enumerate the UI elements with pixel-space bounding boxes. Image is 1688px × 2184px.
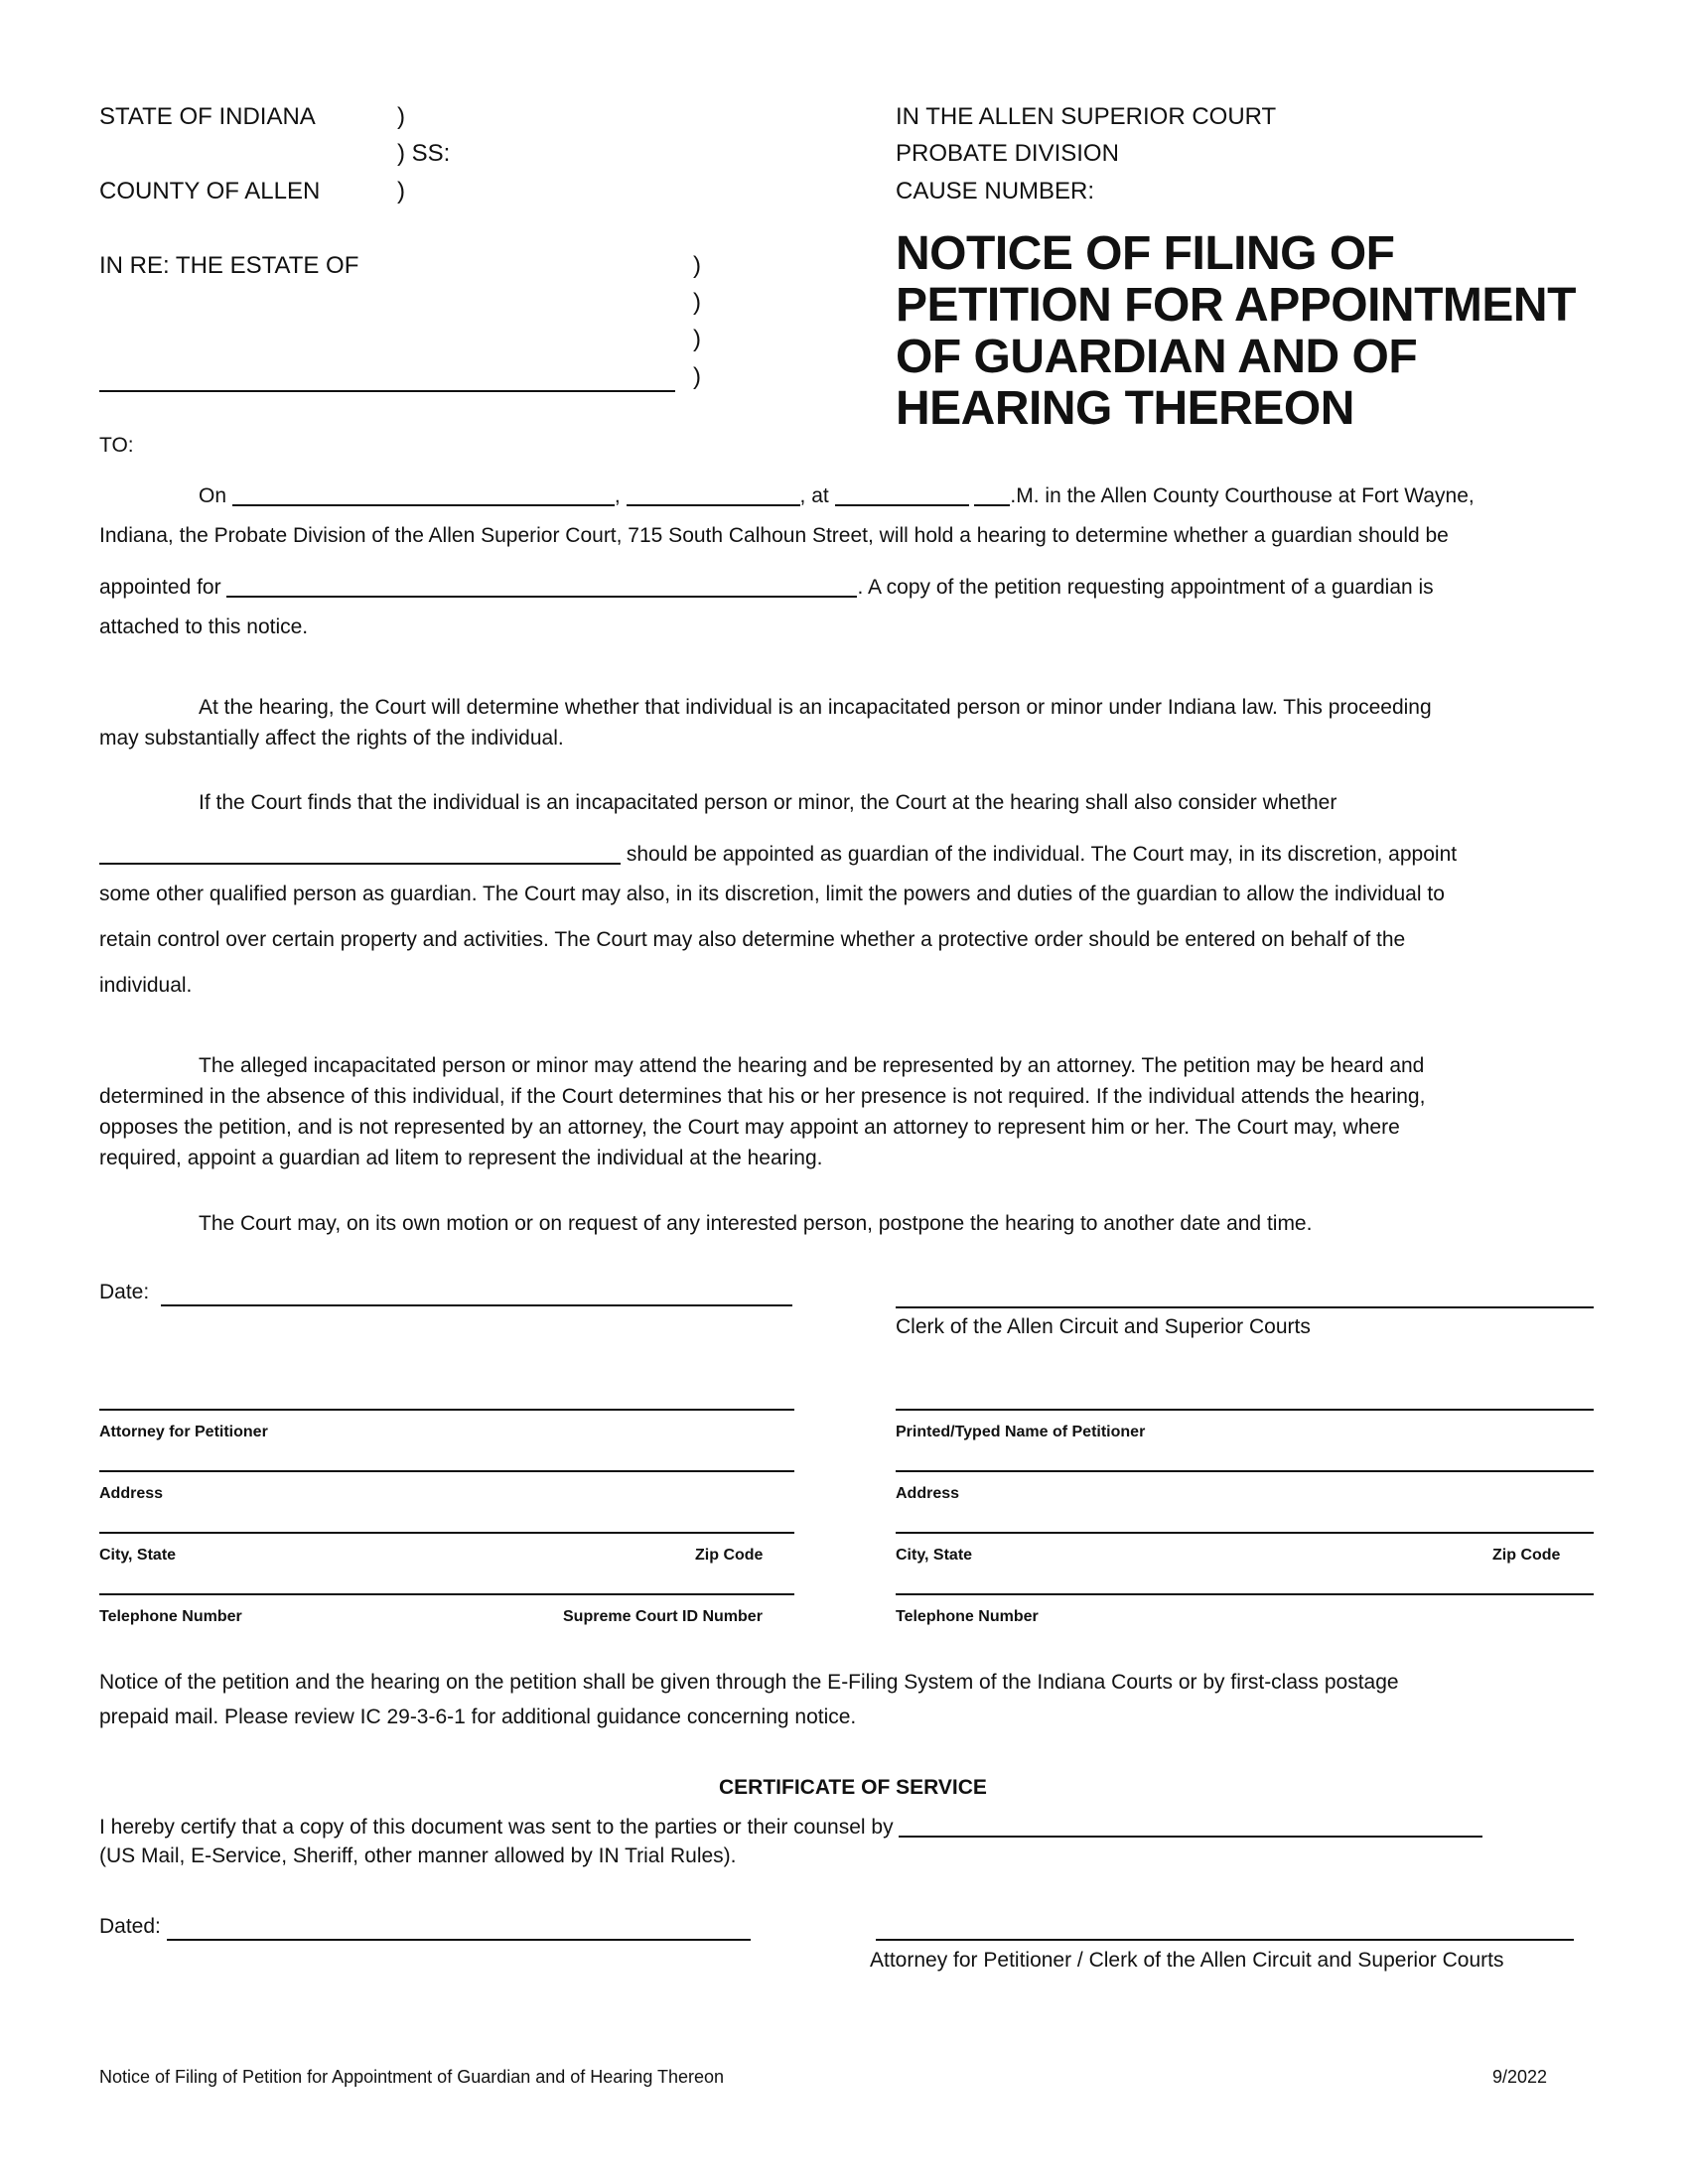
hearing-date-blank[interactable]: [232, 482, 615, 506]
petitioner-telephone-label: Telephone Number: [896, 1608, 1039, 1625]
petitioner-city-line[interactable]: [896, 1532, 1594, 1534]
attorney-city-line[interactable]: [99, 1532, 794, 1534]
respondent-name-blank[interactable]: [226, 574, 857, 598]
clerk-signature-line[interactable]: [896, 1306, 1594, 1308]
caption-paren: ): [693, 252, 701, 279]
hearing-line-1: [99, 478, 1475, 508]
attorney-line[interactable]: [99, 1409, 794, 1411]
ss-label: ) SS:: [397, 140, 451, 167]
petitioner-address-line[interactable]: [896, 1470, 1594, 1472]
caption-paren: ): [693, 326, 701, 352]
hearing-year-blank[interactable]: [627, 482, 800, 506]
court-name: IN THE ALLEN SUPERIOR COURT: [896, 103, 1277, 130]
state-label: STATE OF INDIANA: [99, 103, 316, 130]
date-line[interactable]: [161, 1304, 792, 1306]
determination-line-1: At the hearing, the Court will determine whether that individual is an incapacitated person or minor under Indiana law. This proceeding: [199, 696, 1432, 719]
document-title: [896, 228, 1611, 435]
attend-line-2: determined in the absence of this individual, if the Court determines that his or her presence is not required. If the individual attends the hearing,: [99, 1085, 1426, 1108]
hearing-line-2: Indiana, the Probate Division of the Allen Superior Court, 715 South Calhoun Street, will hold a hearing to determine whether a guardian should be: [99, 524, 1449, 547]
appointed-for-label: appointed for: [99, 576, 221, 599]
court-division: PROBATE DIVISION: [896, 140, 1119, 167]
caption-paren: ): [397, 178, 405, 205]
attorney-address-label: Address: [99, 1485, 164, 1502]
hearing-time-blank[interactable]: [835, 482, 969, 506]
cause-number-label: CAUSE NUMBER:: [896, 178, 1095, 205]
title-line: HEARING THEREON: [896, 382, 1354, 435]
attend-line-1: The alleged incapacitated person or minor may attend the hearing and be represented by an attorney. The petition may be heard and: [199, 1054, 1425, 1077]
petitioner-address-label: Address: [896, 1485, 960, 1502]
attorney-telephone-label: Telephone Number: [99, 1608, 242, 1625]
county-label: COUNTY OF ALLEN: [99, 178, 321, 205]
certificate-signer-label: Attorney for Petitioner / Clerk of the Allen Circuit and Superior Courts: [870, 1949, 1504, 1972]
petitioner-zip-label: Zip Code: [1492, 1547, 1561, 1564]
dated-label: Dated:: [99, 1915, 161, 1938]
title-line: OF GUARDIAN AND OF: [896, 331, 1418, 383]
notice-line-1: Notice of the petition and the hearing on the petition shall be given through the E-Filing System of the Indiana Courts or by first-class postage: [99, 1671, 1399, 1694]
certificate-text: I hereby certify that a copy of this document was sent to the parties or their counsel by: [99, 1816, 894, 1839]
determination-line-2: may substantially affect the rights of the individual.: [99, 727, 564, 750]
petitioner-name-line[interactable]: [896, 1409, 1594, 1411]
certificate-heading: CERTIFICATE OF SERVICE: [719, 1776, 987, 1799]
in-re-label: IN RE: THE ESTATE OF: [99, 252, 359, 279]
title-line: NOTICE OF FILING OF: [896, 227, 1395, 280]
caption-paren: ): [693, 363, 701, 390]
attorney-phone-line[interactable]: [99, 1593, 794, 1595]
guardian-line-4: retain control over certain property and activities. The Court may also determine whether a protective order should be entered on behalf of the: [99, 928, 1406, 951]
guardian-line-5: individual.: [99, 974, 193, 997]
proposed-guardian-blank[interactable]: [99, 841, 621, 865]
guardian-line-2-text: should be appointed as guardian of the individual. The Court may, in its discretion, appoint: [621, 843, 1458, 866]
attorney-city-state-label: City, State: [99, 1547, 177, 1564]
comma: ,: [614, 484, 621, 507]
notice-line-2: prepaid mail. Please review IC 29-3-6-1 for additional guidance concerning notice.: [99, 1706, 857, 1728]
dated-line[interactable]: [167, 1939, 751, 1941]
attorney-for-petitioner-label: Attorney for Petitioner: [99, 1424, 268, 1440]
am-pm-blank[interactable]: [974, 482, 1010, 506]
petitioner-city-state-label: City, State: [896, 1547, 973, 1564]
hearing-line-4: attached to this notice.: [99, 615, 309, 638]
guardian-line-1: If the Court finds that the individual is an incapacitated person or minor, the Court at the hearing shall also consider whether: [199, 791, 1337, 814]
petitioner-phone-line[interactable]: [896, 1593, 1594, 1595]
estate-name-line[interactable]: [99, 390, 675, 392]
service-method-blank[interactable]: [899, 1814, 1482, 1838]
certificate-line-1: [99, 1810, 1482, 1840]
clerk-label: Clerk of the Allen Circuit and Superior Courts: [896, 1315, 1311, 1338]
postpone-text: The Court may, on its own motion or on request of any interested person, postpone the hearing to another date and time.: [199, 1212, 1313, 1235]
to-label: TO:: [99, 434, 134, 457]
at-label: , at: [799, 484, 829, 507]
footer-form-title: Notice of Filing of Petition for Appointment of Guardian and of Hearing Thereon: [99, 2067, 725, 2087]
copy-text: . A copy of the petition requesting appointment of a guardian is: [857, 576, 1434, 599]
courthouse-text: .M. in the Allen County Courthouse at Fort Wayne,: [1010, 484, 1475, 507]
supreme-court-id-label: Supreme Court ID Number: [563, 1608, 763, 1625]
guardian-line-3: some other qualified person as guardian. The Court may also, in its discretion, limit the powers and duties of the guardian to allow the individual to: [99, 883, 1445, 905]
printed-name-label: Printed/Typed Name of Petitioner: [896, 1424, 1146, 1440]
caption-paren: ): [693, 289, 701, 316]
certificate-signature-line[interactable]: [876, 1939, 1574, 1941]
attend-line-4: required, appoint a guardian ad litem to represent the individual at the hearing.: [99, 1147, 823, 1169]
title-line: PETITION FOR APPOINTMENT: [896, 279, 1576, 332]
attend-line-3: opposes the petition, and is not represented by an attorney, the Court may appoint an attorney to represent him or her. The Court may, where: [99, 1116, 1400, 1139]
on-label: On: [199, 484, 227, 507]
hearing-line-3: [99, 570, 1434, 600]
attorney-address-line[interactable]: [99, 1470, 794, 1472]
footer-revision: 9/2022: [1492, 2067, 1548, 2087]
certificate-line-2: (US Mail, E-Service, Sheriff, other manner allowed by IN Trial Rules).: [99, 1844, 737, 1867]
attorney-zip-label: Zip Code: [695, 1547, 764, 1564]
caption-paren: ): [397, 103, 405, 130]
date-label: Date:: [99, 1281, 150, 1303]
guardian-line-2: [99, 837, 1457, 867]
